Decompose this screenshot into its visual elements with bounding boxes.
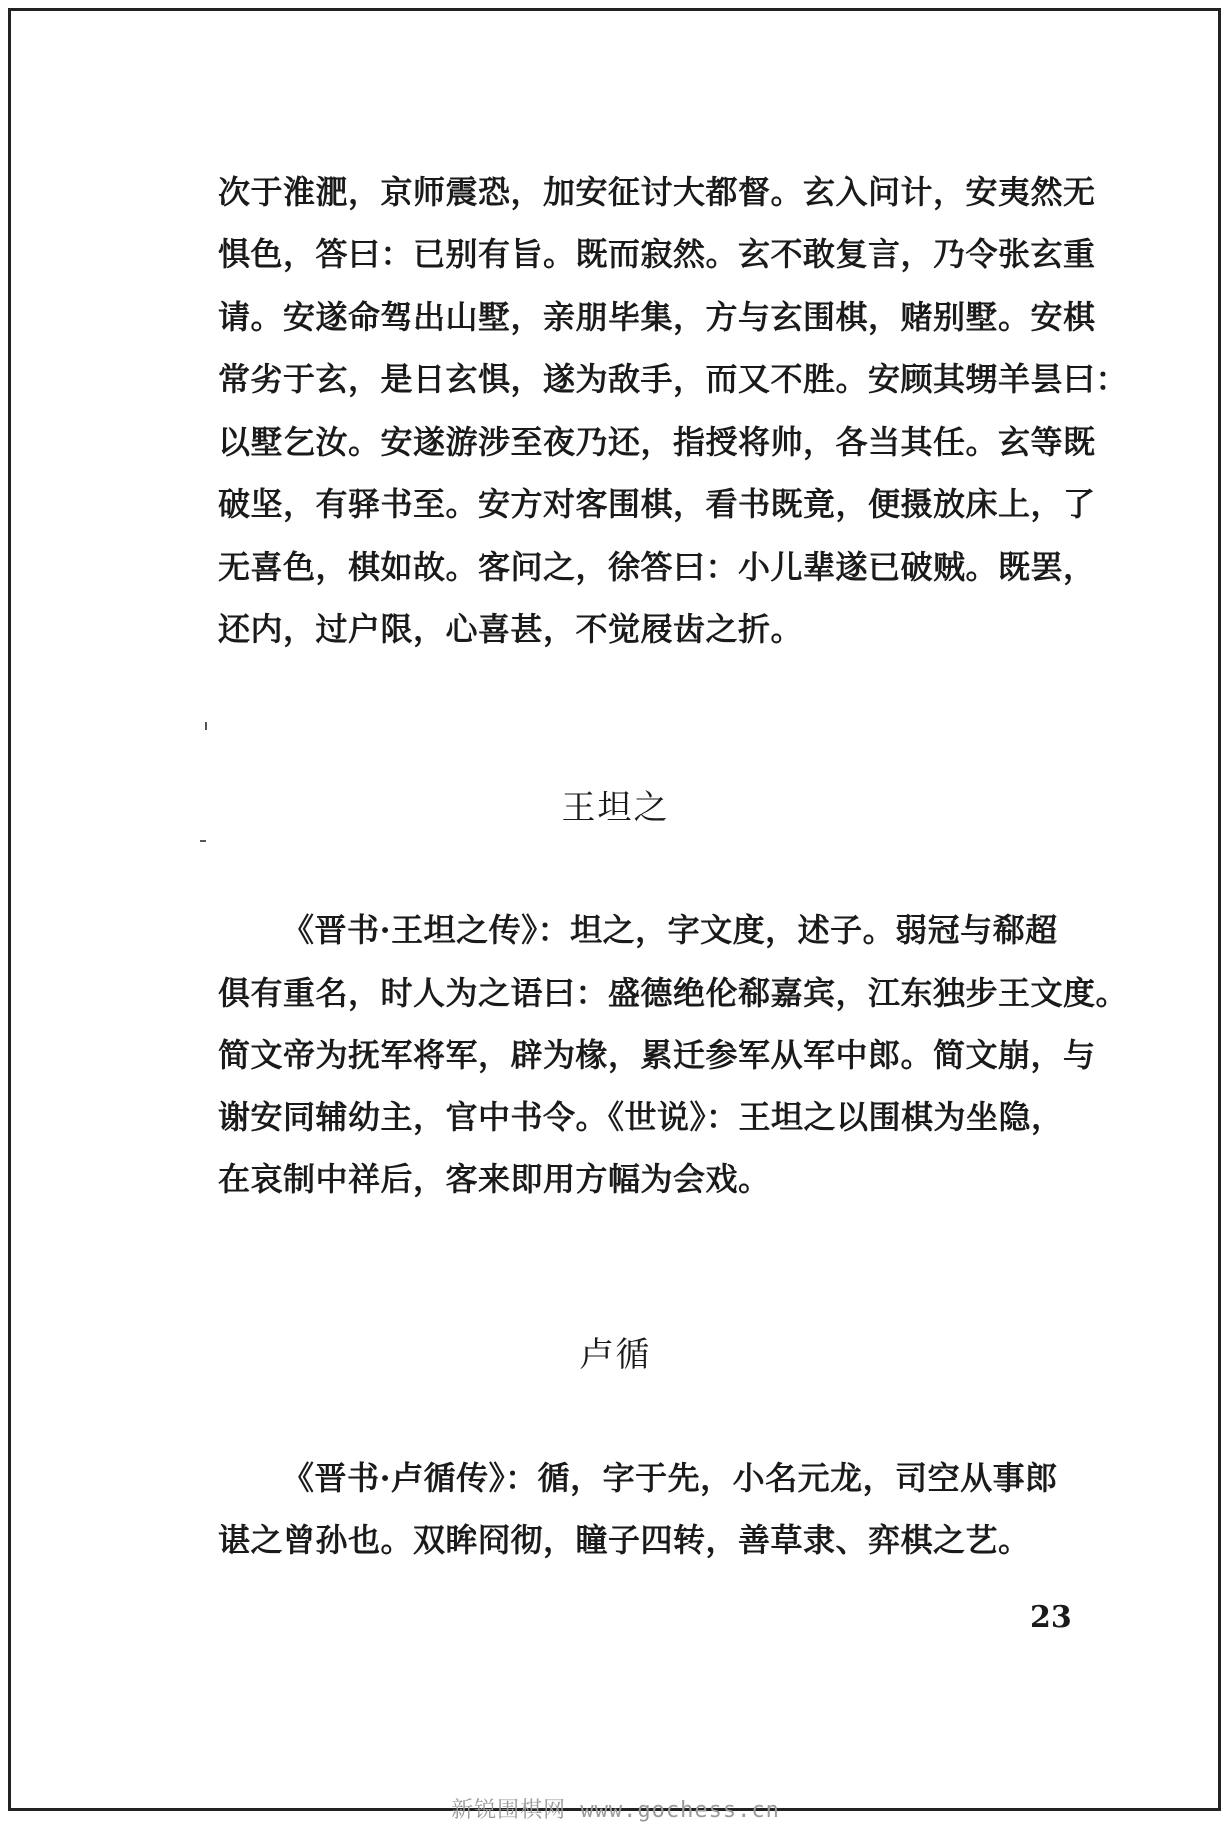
paragraph-line: 简文帝为抚军将军，辟为椽，累迁参军从军中郎。简文崩，与 [218, 1036, 1096, 1074]
paragraph-line: 惧色，答曰：已别有旨。既而寂然。玄不敢复言，乃令张玄重 [218, 235, 1096, 273]
scan-speck [205, 722, 207, 730]
paragraph-line: 以墅乞汝。安遂游涉至夜乃还，指授将帅，各当其任。玄等既 [218, 423, 1096, 461]
paragraph-line: 常劣于玄，是日玄惧，遂为敌手，而又不胜。安顾其甥羊昙曰： [218, 360, 1129, 398]
paragraph-line: 《晋书·卢循传》：循，字于先，小名元龙，司空从事郎 [282, 1459, 1058, 1497]
paragraph-line: 俱有重名，时人为之语曰：盛德绝伦郗嘉宾，江东独步王文度。 [218, 974, 1129, 1012]
page-number: 23 [1030, 1600, 1072, 1635]
paragraph-line: 请。安遂命驾出山墅，亲朋毕集，方与玄围棋，赌别墅。安棋 [218, 298, 1096, 336]
paragraph-line: 在哀制中祥后，客来即用方幅为会戏。 [218, 1160, 771, 1198]
paragraph-line: 谌之曾孙也。双眸冏彻，瞳子四转，善草隶、弈棋之艺。 [218, 1521, 1031, 1559]
section-heading-wang-tanzhi: 王坦之 [561, 788, 670, 828]
watermark: 新锐围棋网 www.gochess.cn [451, 1798, 780, 1823]
scan-speck [200, 840, 206, 842]
paragraph-line: 次于淮淝，京师震恐，加安征讨大都督。玄入问计，安夷然无 [218, 173, 1096, 211]
paragraph-line: 谢安同辅幼主，官中书令。《世说》：王坦之以围棋为坐隐， [218, 1098, 1064, 1136]
paragraph-line: 《晋书·王坦之传》：坦之，字文度，述子。弱冠与郗超 [282, 911, 1058, 949]
section-heading-lu-xun: 卢循 [579, 1335, 652, 1375]
paragraph-line: 无喜色，棋如故。客问之，徐答曰：小儿辈遂已破贼。既罢， [218, 548, 1096, 586]
paragraph-line: 还内，过户限，心喜甚，不觉屐齿之折。 [218, 610, 804, 648]
paragraph-line: 破坚，有驿书至。安方对客围棋，看书既竟，便摄放床上，了 [218, 485, 1096, 523]
